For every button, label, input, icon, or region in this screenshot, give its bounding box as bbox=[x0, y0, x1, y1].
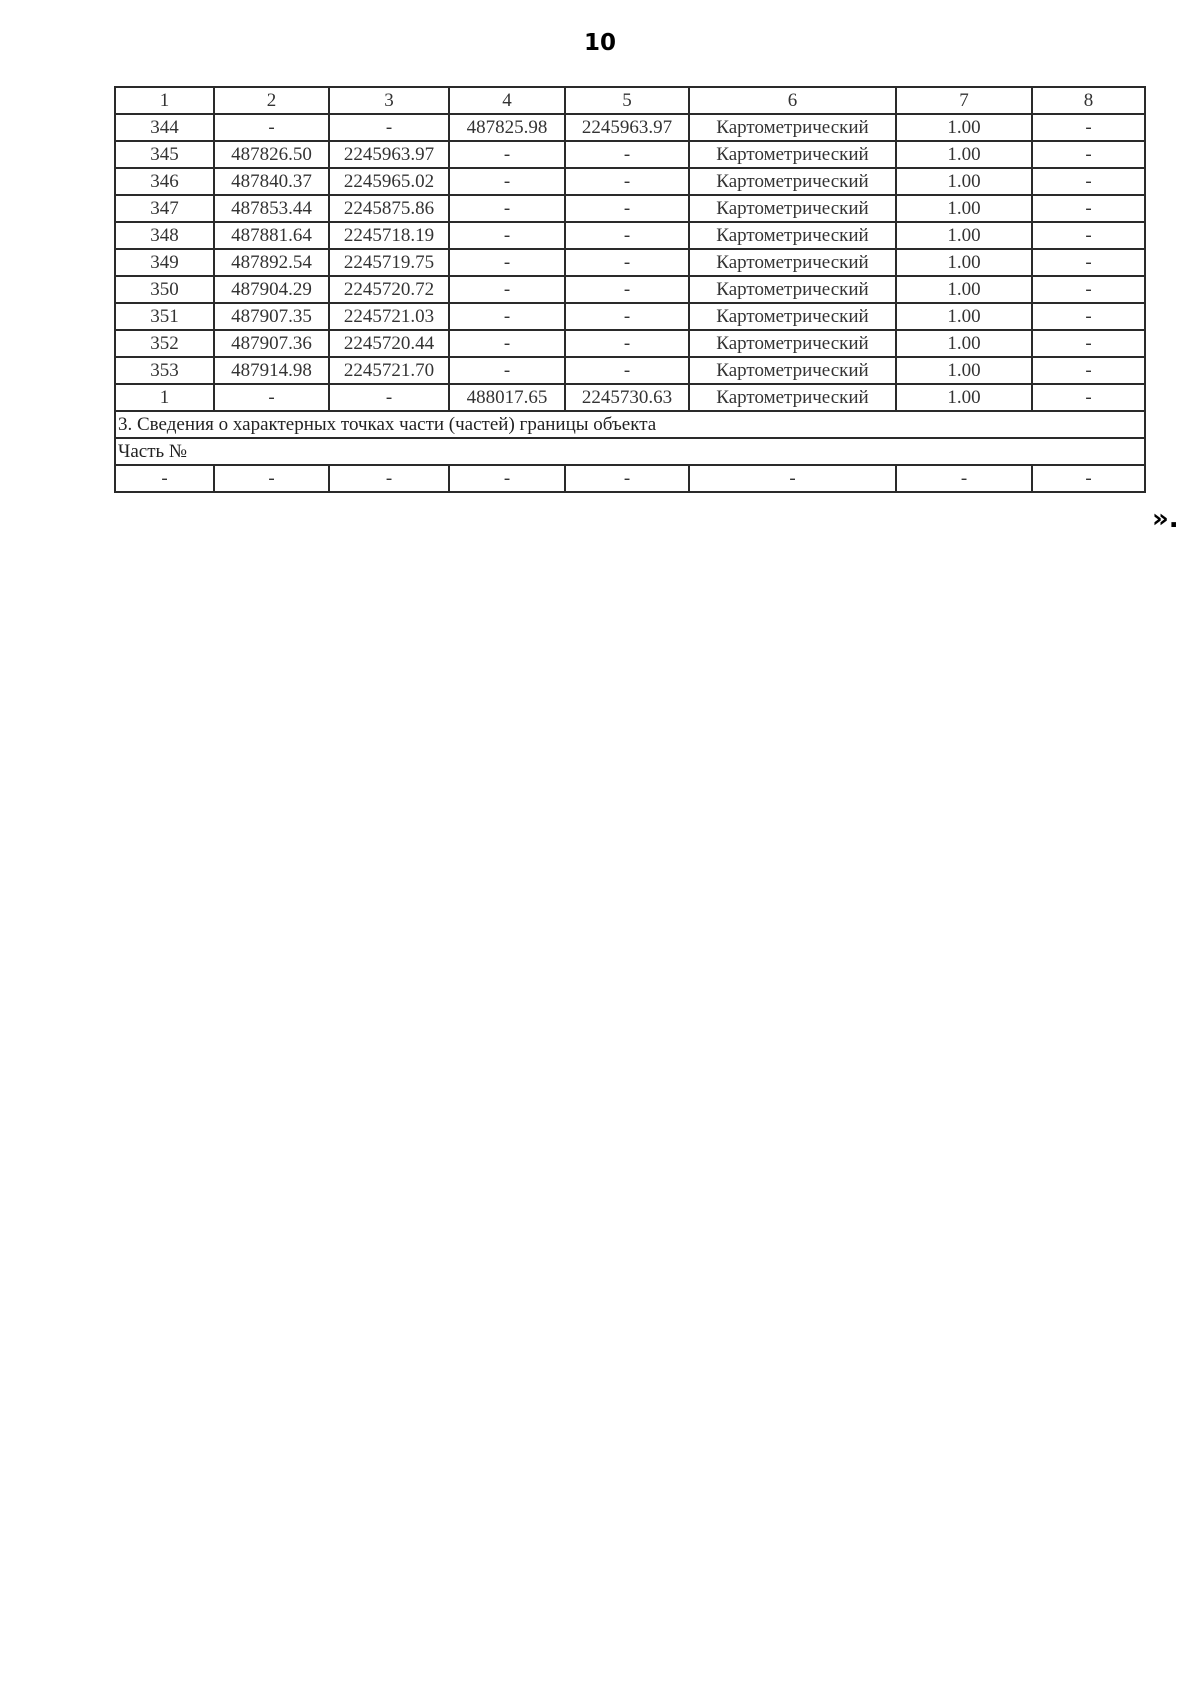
table-cell: 349 bbox=[115, 249, 214, 276]
table-cell: Картометрический bbox=[689, 330, 896, 357]
table-cell: - bbox=[1032, 195, 1145, 222]
table-cell: - bbox=[115, 465, 214, 492]
coordinates-table bbox=[114, 86, 1146, 493]
closing-quote-mark: ». bbox=[1152, 504, 1179, 534]
table-cell: - bbox=[565, 249, 689, 276]
table-cell: Картометрический bbox=[689, 303, 896, 330]
table-cell: - bbox=[214, 384, 329, 411]
table-row bbox=[115, 384, 1145, 411]
table-cell: 8 bbox=[1032, 87, 1145, 114]
table-cell: 2245963.97 bbox=[329, 141, 449, 168]
table-cell: - bbox=[565, 303, 689, 330]
table-cell: 487853.44 bbox=[214, 195, 329, 222]
table-cell: 1.00 bbox=[896, 222, 1032, 249]
table-cell: - bbox=[896, 465, 1032, 492]
table-cell: 344 bbox=[115, 114, 214, 141]
table-cell: 2245720.72 bbox=[329, 276, 449, 303]
table-cell: 4 bbox=[449, 87, 565, 114]
table-cell: 487892.54 bbox=[214, 249, 329, 276]
table-cell: - bbox=[565, 276, 689, 303]
table-cell: Картометрический bbox=[689, 114, 896, 141]
table-row bbox=[115, 357, 1145, 384]
table-cell: 353 bbox=[115, 357, 214, 384]
table-cell: Картометрический bbox=[689, 357, 896, 384]
section-title-row bbox=[115, 411, 1145, 438]
table-cell: 1.00 bbox=[896, 357, 1032, 384]
table-cell: 2245719.75 bbox=[329, 249, 449, 276]
table-cell: - bbox=[1032, 222, 1145, 249]
table-cell: 487914.98 bbox=[214, 357, 329, 384]
table-cell: - bbox=[565, 357, 689, 384]
table-body bbox=[115, 87, 1145, 492]
table-cell: 348 bbox=[115, 222, 214, 249]
table-cell: - bbox=[214, 114, 329, 141]
table-cell: 3 bbox=[329, 87, 449, 114]
table-cell: 1.00 bbox=[896, 141, 1032, 168]
table-cell: - bbox=[1032, 330, 1145, 357]
table-cell: - bbox=[1032, 384, 1145, 411]
table-cell: 487881.64 bbox=[214, 222, 329, 249]
table-cell: Картометрический bbox=[689, 384, 896, 411]
table-cell: - bbox=[449, 195, 565, 222]
table-cell: 1.00 bbox=[896, 195, 1032, 222]
table-cell: 2245721.70 bbox=[329, 357, 449, 384]
table-cell: 487825.98 bbox=[449, 114, 565, 141]
section-title: 3. Сведения о характерных точках части (частей) границы объекта bbox=[115, 411, 1145, 438]
table-cell: - bbox=[449, 141, 565, 168]
table-cell: 487907.36 bbox=[214, 330, 329, 357]
table-cell: 488017.65 bbox=[449, 384, 565, 411]
table-cell: 487826.50 bbox=[214, 141, 329, 168]
table-row bbox=[115, 195, 1145, 222]
table-cell: - bbox=[1032, 141, 1145, 168]
table-cell: 352 bbox=[115, 330, 214, 357]
table-cell: Картометрический bbox=[689, 249, 896, 276]
table-cell: 487907.35 bbox=[214, 303, 329, 330]
table-row bbox=[115, 303, 1145, 330]
table-cell: 1 bbox=[115, 87, 214, 114]
table-row bbox=[115, 141, 1145, 168]
table-cell: Картометрический bbox=[689, 195, 896, 222]
table-cell: - bbox=[565, 195, 689, 222]
table-cell: 2245963.97 bbox=[565, 114, 689, 141]
table-cell: - bbox=[1032, 303, 1145, 330]
part-label-row bbox=[115, 438, 1145, 465]
table-cell: - bbox=[565, 222, 689, 249]
table-cell: - bbox=[1032, 168, 1145, 195]
table-header-row bbox=[115, 87, 1145, 114]
table-row bbox=[115, 330, 1145, 357]
table-cell: Картометрический bbox=[689, 276, 896, 303]
table-cell: - bbox=[449, 465, 565, 492]
table-cell: - bbox=[1032, 249, 1145, 276]
table-cell: 1.00 bbox=[896, 114, 1032, 141]
table-cell: 2245875.86 bbox=[329, 195, 449, 222]
table-cell: - bbox=[449, 330, 565, 357]
table-cell: - bbox=[1032, 114, 1145, 141]
page-number: 10 bbox=[583, 30, 616, 56]
table-row bbox=[115, 276, 1145, 303]
table-cell: 350 bbox=[115, 276, 214, 303]
table-cell: - bbox=[449, 222, 565, 249]
table-row bbox=[115, 168, 1145, 195]
table-cell: Картометрический bbox=[689, 168, 896, 195]
table-cell: 1.00 bbox=[896, 168, 1032, 195]
table-cell: 2245720.44 bbox=[329, 330, 449, 357]
table-cell: 1.00 bbox=[896, 276, 1032, 303]
table-cell: - bbox=[1032, 465, 1145, 492]
table-cell: 2245730.63 bbox=[565, 384, 689, 411]
table-cell: - bbox=[565, 168, 689, 195]
table-cell: 487840.37 bbox=[214, 168, 329, 195]
table-cell: 6 bbox=[689, 87, 896, 114]
table-cell: 1.00 bbox=[896, 303, 1032, 330]
table-cell: - bbox=[214, 465, 329, 492]
table-cell: 2245718.19 bbox=[329, 222, 449, 249]
table-cell: 347 bbox=[115, 195, 214, 222]
table-cell: - bbox=[329, 114, 449, 141]
table-row bbox=[115, 222, 1145, 249]
table-cell: Картометрический bbox=[689, 222, 896, 249]
table-cell: - bbox=[449, 249, 565, 276]
table-cell: 2245721.03 bbox=[329, 303, 449, 330]
table-cell: 1.00 bbox=[896, 384, 1032, 411]
table-cell: 7 bbox=[896, 87, 1032, 114]
table-cell: - bbox=[1032, 276, 1145, 303]
table-cell: 2245965.02 bbox=[329, 168, 449, 195]
table-cell: - bbox=[565, 330, 689, 357]
table-cell: - bbox=[449, 357, 565, 384]
table-cell: 5 bbox=[565, 87, 689, 114]
table-cell: - bbox=[329, 465, 449, 492]
part-label: Часть № bbox=[115, 438, 1145, 465]
table-cell: 2 bbox=[214, 87, 329, 114]
table-cell: 487904.29 bbox=[214, 276, 329, 303]
table-cell: - bbox=[565, 465, 689, 492]
table-cell: 351 bbox=[115, 303, 214, 330]
table-cell: 345 bbox=[115, 141, 214, 168]
table-cell: Картометрический bbox=[689, 141, 896, 168]
table-cell: - bbox=[449, 303, 565, 330]
table-cell: - bbox=[449, 276, 565, 303]
table-cell: 1 bbox=[115, 384, 214, 411]
table-cell: 1.00 bbox=[896, 249, 1032, 276]
table-cell: - bbox=[329, 384, 449, 411]
table-row bbox=[115, 114, 1145, 141]
empty-row bbox=[115, 465, 1145, 492]
table-cell: 1.00 bbox=[896, 330, 1032, 357]
table-cell: - bbox=[565, 141, 689, 168]
table-cell: - bbox=[689, 465, 896, 492]
table-row bbox=[115, 249, 1145, 276]
table-cell: 346 bbox=[115, 168, 214, 195]
table-cell: - bbox=[1032, 357, 1145, 384]
table-cell: - bbox=[449, 168, 565, 195]
